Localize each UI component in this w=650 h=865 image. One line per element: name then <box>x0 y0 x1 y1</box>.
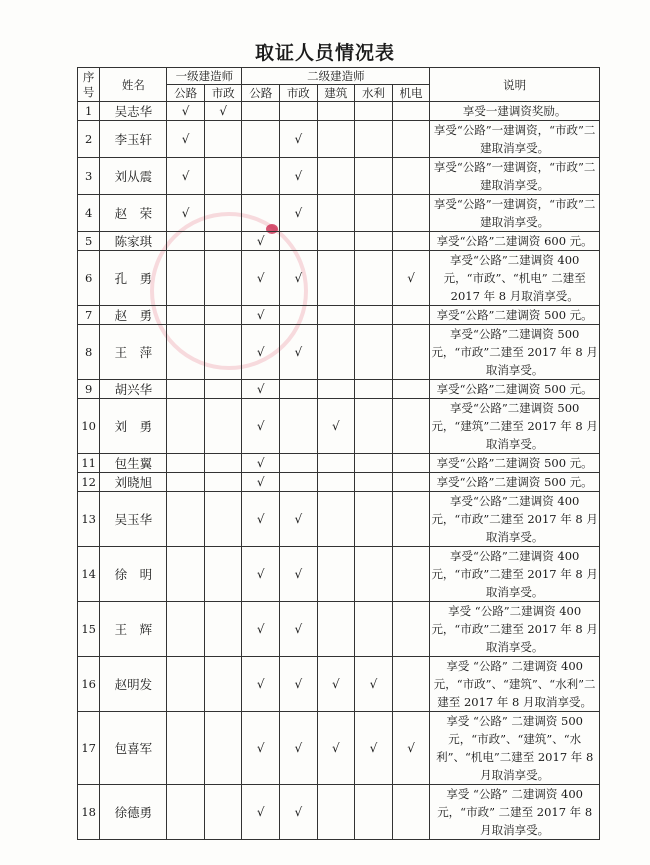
row-note: 享受 “公路” 二建调资 500 元，“市政”、“建筑”、“水利”、“机电”二建至 2017 年 8 月取消享受。 <box>430 712 600 785</box>
check-cell-l1-municipal <box>204 547 242 602</box>
check-mark-icon: √ <box>256 234 265 248</box>
check-cell-l1-municipal <box>204 399 242 454</box>
row-person-name: 徐 明 <box>100 547 167 602</box>
check-cell-l2-municipal <box>280 399 318 454</box>
check-cell-l2-electromech <box>392 454 430 473</box>
table-row <box>78 251 600 306</box>
check-cell-l2-electromech <box>392 547 430 602</box>
row-person-name: 徐德勇 <box>100 785 167 840</box>
check-cell-l2-water <box>355 602 393 657</box>
check-mark-icon: √ <box>294 805 303 819</box>
check-cell-l2-building <box>317 492 355 547</box>
header-level2-builder: 二级建造师 <box>242 68 430 85</box>
row-serial-number: 14 <box>78 547 100 602</box>
row-serial-number: 7 <box>78 306 100 325</box>
row-person-name: 王 辉 <box>100 602 167 657</box>
row-person-name: 李玉轩 <box>100 121 167 158</box>
check-cell-l2-building <box>317 195 355 232</box>
check-cell-l1-highway <box>167 712 205 785</box>
check-cell-l2-water <box>355 399 393 454</box>
row-serial-number: 17 <box>78 712 100 785</box>
check-mark-icon: √ <box>256 622 265 636</box>
check-cell-l2-water <box>355 158 393 195</box>
check-cell-l2-highway <box>242 195 280 232</box>
check-cell-l2-electromech <box>392 602 430 657</box>
row-serial-number: 9 <box>78 380 100 399</box>
check-cell-l1-highway <box>167 102 205 121</box>
row-serial-number: 12 <box>78 473 100 492</box>
check-cell-l2-highway <box>242 306 280 325</box>
check-cell-l2-building <box>317 251 355 306</box>
check-cell-l2-highway <box>242 102 280 121</box>
check-cell-l1-highway <box>167 473 205 492</box>
row-serial-number: 6 <box>78 251 100 306</box>
row-person-name: 吴志华 <box>100 102 167 121</box>
check-cell-l2-municipal <box>280 121 318 158</box>
check-cell-l2-municipal <box>280 251 318 306</box>
table-row <box>78 712 600 785</box>
check-mark-icon: √ <box>294 132 303 146</box>
check-cell-l1-municipal <box>204 325 242 380</box>
check-mark-icon: √ <box>369 741 378 755</box>
check-mark-icon: √ <box>256 741 265 755</box>
row-serial-number: 15 <box>78 602 100 657</box>
row-serial-number: 1 <box>78 102 100 121</box>
row-note: 享受 “公路” 二建调资 400 元，“市政”、“建筑”、“水利”二建至 2017 年 8 月取消享受。 <box>430 657 600 712</box>
check-mark-icon: √ <box>332 419 340 433</box>
table-row <box>78 195 600 232</box>
check-mark-icon: √ <box>256 308 265 322</box>
check-mark-icon: √ <box>294 345 303 359</box>
header-name: 姓名 <box>100 68 167 102</box>
row-person-name: 陈家琪 <box>100 232 167 251</box>
row-serial-number: 3 <box>78 158 100 195</box>
row-note: 享受 “公路” 二建调资 400 元，“市政” 二建至 2017 年 8 月取消享受。 <box>430 785 600 840</box>
check-cell-l2-municipal <box>280 602 318 657</box>
check-cell-l2-highway <box>242 473 280 492</box>
row-note: 享受“公路”二建调资 400 元，“市政”二建至 2017 年 8 月取消享受。 <box>430 492 600 547</box>
header-l1-highway: 公路 <box>167 85 205 102</box>
check-mark-icon: √ <box>256 382 265 396</box>
check-mark-icon: √ <box>332 741 340 755</box>
header-l2-municipal: 市政 <box>280 85 318 102</box>
check-cell-l2-highway <box>242 785 280 840</box>
row-note: 享受“公路”一建调资，“市政”二建取消享受。 <box>430 158 600 195</box>
check-cell-l2-electromech <box>392 657 430 712</box>
check-cell-l2-highway <box>242 121 280 158</box>
check-cell-l2-water <box>355 380 393 399</box>
check-cell-l2-electromech <box>392 473 430 492</box>
check-cell-l2-municipal <box>280 454 318 473</box>
table-row <box>78 306 600 325</box>
check-cell-l2-building <box>317 121 355 158</box>
check-mark-icon: √ <box>181 206 190 220</box>
check-mark-icon: √ <box>294 512 303 526</box>
check-cell-l2-electromech <box>392 325 430 380</box>
check-cell-l1-municipal <box>204 492 242 547</box>
check-cell-l2-water <box>355 712 393 785</box>
check-mark-icon: √ <box>294 677 303 691</box>
table-row <box>78 325 600 380</box>
check-cell-l1-highway <box>167 492 205 547</box>
row-person-name: 胡兴华 <box>100 380 167 399</box>
check-mark-icon: √ <box>181 169 190 183</box>
check-cell-l1-municipal <box>204 102 242 121</box>
check-cell-l1-highway <box>167 602 205 657</box>
row-serial-number: 5 <box>78 232 100 251</box>
page-title: 取证人员情况表 <box>254 42 395 64</box>
row-note: 享受“公路”一建调资，“市政”二建取消享受。 <box>430 121 600 158</box>
check-cell-l1-highway <box>167 657 205 712</box>
check-cell-l2-highway <box>242 251 280 306</box>
check-mark-icon: √ <box>256 677 265 691</box>
table-row <box>78 454 600 473</box>
row-person-name: 赵 荣 <box>100 195 167 232</box>
check-cell-l2-water <box>355 121 393 158</box>
check-cell-l1-highway <box>167 547 205 602</box>
check-cell-l2-highway <box>242 232 280 251</box>
check-cell-l2-building <box>317 712 355 785</box>
check-cell-l1-municipal <box>204 454 242 473</box>
check-cell-l2-electromech <box>392 195 430 232</box>
check-cell-l2-building <box>317 399 355 454</box>
check-mark-icon: √ <box>294 169 303 183</box>
row-note: 享受“公路”二建调资 500 元。 <box>430 306 600 325</box>
table-row <box>78 121 600 158</box>
check-cell-l2-electromech <box>392 492 430 547</box>
check-cell-l2-water <box>355 657 393 712</box>
row-note: 享受“公路”二建调资 500 元。 <box>430 473 600 492</box>
check-cell-l2-municipal <box>280 492 318 547</box>
header-l2-highway: 公路 <box>242 85 280 102</box>
check-mark-icon: √ <box>181 132 190 146</box>
row-note: 享受 “公路”二建调资 400 元，“市政”二建至 2017 年 8 月取消享受。 <box>430 602 600 657</box>
check-mark-icon: √ <box>294 741 303 755</box>
check-cell-l2-building <box>317 657 355 712</box>
row-note: 享受“公路”二建调资 400 元，“市政”、“机电” 二建至 2017 年 8 月取消享受。 <box>430 251 600 306</box>
check-mark-icon: √ <box>407 271 415 285</box>
check-cell-l2-municipal <box>280 785 318 840</box>
row-person-name: 刘从震 <box>100 158 167 195</box>
check-mark-icon: √ <box>256 805 265 819</box>
header-serial-number <box>78 68 100 102</box>
check-cell-l2-building <box>317 473 355 492</box>
row-person-name: 赵 勇 <box>100 306 167 325</box>
check-cell-l2-building <box>317 602 355 657</box>
check-cell-l1-highway <box>167 121 205 158</box>
header-l2-water: 水利 <box>355 85 393 102</box>
check-mark-icon: √ <box>256 271 265 285</box>
check-cell-l2-highway <box>242 547 280 602</box>
row-person-name: 刘 勇 <box>100 399 167 454</box>
check-cell-l2-municipal <box>280 102 318 121</box>
check-cell-l2-electromech <box>392 399 430 454</box>
check-cell-l1-highway <box>167 195 205 232</box>
check-cell-l2-highway <box>242 399 280 454</box>
check-cell-l2-highway <box>242 454 280 473</box>
row-serial-number: 10 <box>78 399 100 454</box>
check-cell-l2-water <box>355 547 393 602</box>
check-cell-l1-municipal <box>204 158 242 195</box>
check-cell-l2-municipal <box>280 657 318 712</box>
row-serial-number: 13 <box>78 492 100 547</box>
check-cell-l1-highway <box>167 380 205 399</box>
check-cell-l1-municipal <box>204 306 242 325</box>
check-mark-icon: √ <box>294 271 303 285</box>
row-note: 享受“公路”二建调资 500 元。 <box>430 454 600 473</box>
check-cell-l2-electromech <box>392 380 430 399</box>
check-cell-l2-water <box>355 325 393 380</box>
check-cell-l1-highway <box>167 232 205 251</box>
check-cell-l1-highway <box>167 158 205 195</box>
row-serial-number: 2 <box>78 121 100 158</box>
check-cell-l1-municipal <box>204 121 242 158</box>
check-mark-icon: √ <box>256 512 265 526</box>
check-cell-l1-highway <box>167 454 205 473</box>
check-cell-l2-highway <box>242 158 280 195</box>
header-l2-building: 建筑 <box>317 85 355 102</box>
check-cell-l2-municipal <box>280 380 318 399</box>
check-cell-l2-municipal <box>280 195 318 232</box>
check-cell-l2-highway <box>242 380 280 399</box>
row-note: 享受“公路”二建调资 600 元。 <box>430 232 600 251</box>
check-cell-l2-building <box>317 102 355 121</box>
check-cell-l1-highway <box>167 251 205 306</box>
check-cell-l2-building <box>317 158 355 195</box>
row-serial-number: 8 <box>78 325 100 380</box>
row-note: 享受“公路”二建调资 500 元，“建筑”二建至 2017 年 8 月取消享受。 <box>430 399 600 454</box>
check-cell-l2-municipal <box>280 325 318 380</box>
check-cell-l2-water <box>355 195 393 232</box>
check-mark-icon: √ <box>294 622 303 636</box>
check-cell-l2-building <box>317 454 355 473</box>
check-cell-l2-water <box>355 492 393 547</box>
check-cell-l2-water <box>355 306 393 325</box>
check-cell-l2-water <box>355 251 393 306</box>
check-cell-l2-building <box>317 325 355 380</box>
table-row <box>78 232 600 251</box>
check-mark-icon: √ <box>256 345 265 359</box>
check-cell-l2-electromech <box>392 158 430 195</box>
check-cell-l2-municipal <box>280 473 318 492</box>
check-cell-l1-highway <box>167 785 205 840</box>
row-person-name: 包生翼 <box>100 454 167 473</box>
row-person-name: 赵明发 <box>100 657 167 712</box>
table-row <box>78 785 600 840</box>
check-cell-l2-building <box>317 306 355 325</box>
header-note: 说明 <box>430 68 600 102</box>
row-person-name: 孔 勇 <box>100 251 167 306</box>
check-cell-l2-electromech <box>392 232 430 251</box>
check-cell-l2-municipal <box>280 547 318 602</box>
check-cell-l2-building <box>317 232 355 251</box>
check-cell-l2-water <box>355 102 393 121</box>
header-l1-municipal: 市政 <box>204 85 242 102</box>
row-person-name: 刘晓旭 <box>100 473 167 492</box>
personnel-table <box>77 67 600 840</box>
check-cell-l2-municipal <box>280 158 318 195</box>
row-serial-number: 18 <box>78 785 100 840</box>
check-cell-l1-municipal <box>204 785 242 840</box>
check-cell-l2-municipal <box>280 306 318 325</box>
check-cell-l1-municipal <box>204 473 242 492</box>
check-cell-l2-water <box>355 785 393 840</box>
row-note: 享受“公路”二建调资 500 元，“市政”二建至 2017 年 8 月取消享受。 <box>430 325 600 380</box>
row-serial-number: 4 <box>78 195 100 232</box>
check-mark-icon: √ <box>181 104 190 118</box>
check-mark-icon: √ <box>256 456 265 470</box>
row-serial-number: 16 <box>78 657 100 712</box>
check-cell-l2-electromech <box>392 712 430 785</box>
check-cell-l2-highway <box>242 325 280 380</box>
row-note: 享受“公路”二建调资 400 元，“市政”二建至 2017 年 8 月取消享受。 <box>430 547 600 602</box>
check-cell-l2-building <box>317 785 355 840</box>
check-cell-l2-municipal <box>280 712 318 785</box>
check-mark-icon: √ <box>294 206 303 220</box>
check-cell-l1-municipal <box>204 602 242 657</box>
row-serial-number: 11 <box>78 454 100 473</box>
check-cell-l2-water <box>355 454 393 473</box>
check-cell-l2-electromech <box>392 102 430 121</box>
check-cell-l2-electromech <box>392 306 430 325</box>
check-cell-l2-electromech <box>392 785 430 840</box>
table-row <box>78 547 600 602</box>
check-cell-l2-electromech <box>392 251 430 306</box>
check-cell-l1-municipal <box>204 657 242 712</box>
check-cell-l2-highway <box>242 712 280 785</box>
check-cell-l2-electromech <box>392 121 430 158</box>
check-mark-icon: √ <box>369 677 378 691</box>
header-level1-builder: 一级建造师 <box>167 68 242 85</box>
check-cell-l1-highway <box>167 306 205 325</box>
check-cell-l2-water <box>355 232 393 251</box>
check-cell-l2-building <box>317 547 355 602</box>
check-cell-l2-water <box>355 473 393 492</box>
check-cell-l2-highway <box>242 602 280 657</box>
table-row <box>78 158 600 195</box>
check-mark-icon: √ <box>256 419 265 433</box>
check-cell-l1-municipal <box>204 712 242 785</box>
check-cell-l1-municipal <box>204 195 242 232</box>
check-cell-l1-municipal <box>204 232 242 251</box>
table-row <box>78 473 600 492</box>
row-person-name: 王 萍 <box>100 325 167 380</box>
row-note: 享受一建调资奖励。 <box>430 102 600 121</box>
check-mark-icon: √ <box>294 567 303 581</box>
row-person-name: 吴玉华 <box>100 492 167 547</box>
check-mark-icon: √ <box>219 104 228 118</box>
check-mark-icon: √ <box>256 567 265 581</box>
check-cell-l2-municipal <box>280 232 318 251</box>
check-cell-l1-municipal <box>204 380 242 399</box>
check-mark-icon: √ <box>332 677 340 691</box>
table-row <box>78 102 600 121</box>
check-cell-l1-municipal <box>204 251 242 306</box>
check-cell-l1-highway <box>167 325 205 380</box>
row-note: 享受“公路”一建调资，“市政”二建取消享受。 <box>430 195 600 232</box>
table-row <box>78 602 600 657</box>
check-cell-l2-highway <box>242 492 280 547</box>
table-row <box>78 657 600 712</box>
row-note: 享受“公路”二建调资 500 元。 <box>430 380 600 399</box>
header-l2-electromech: 机电 <box>392 85 430 102</box>
check-mark-icon: √ <box>256 475 265 489</box>
check-cell-l1-highway <box>167 399 205 454</box>
table-row <box>78 399 600 454</box>
check-cell-l2-building <box>317 380 355 399</box>
check-mark-icon: √ <box>407 741 415 755</box>
table-row <box>78 492 600 547</box>
check-cell-l2-highway <box>242 657 280 712</box>
table-row <box>78 380 600 399</box>
row-person-name: 包喜军 <box>100 712 167 785</box>
header-serial-number-text: 序 号 <box>82 69 95 99</box>
